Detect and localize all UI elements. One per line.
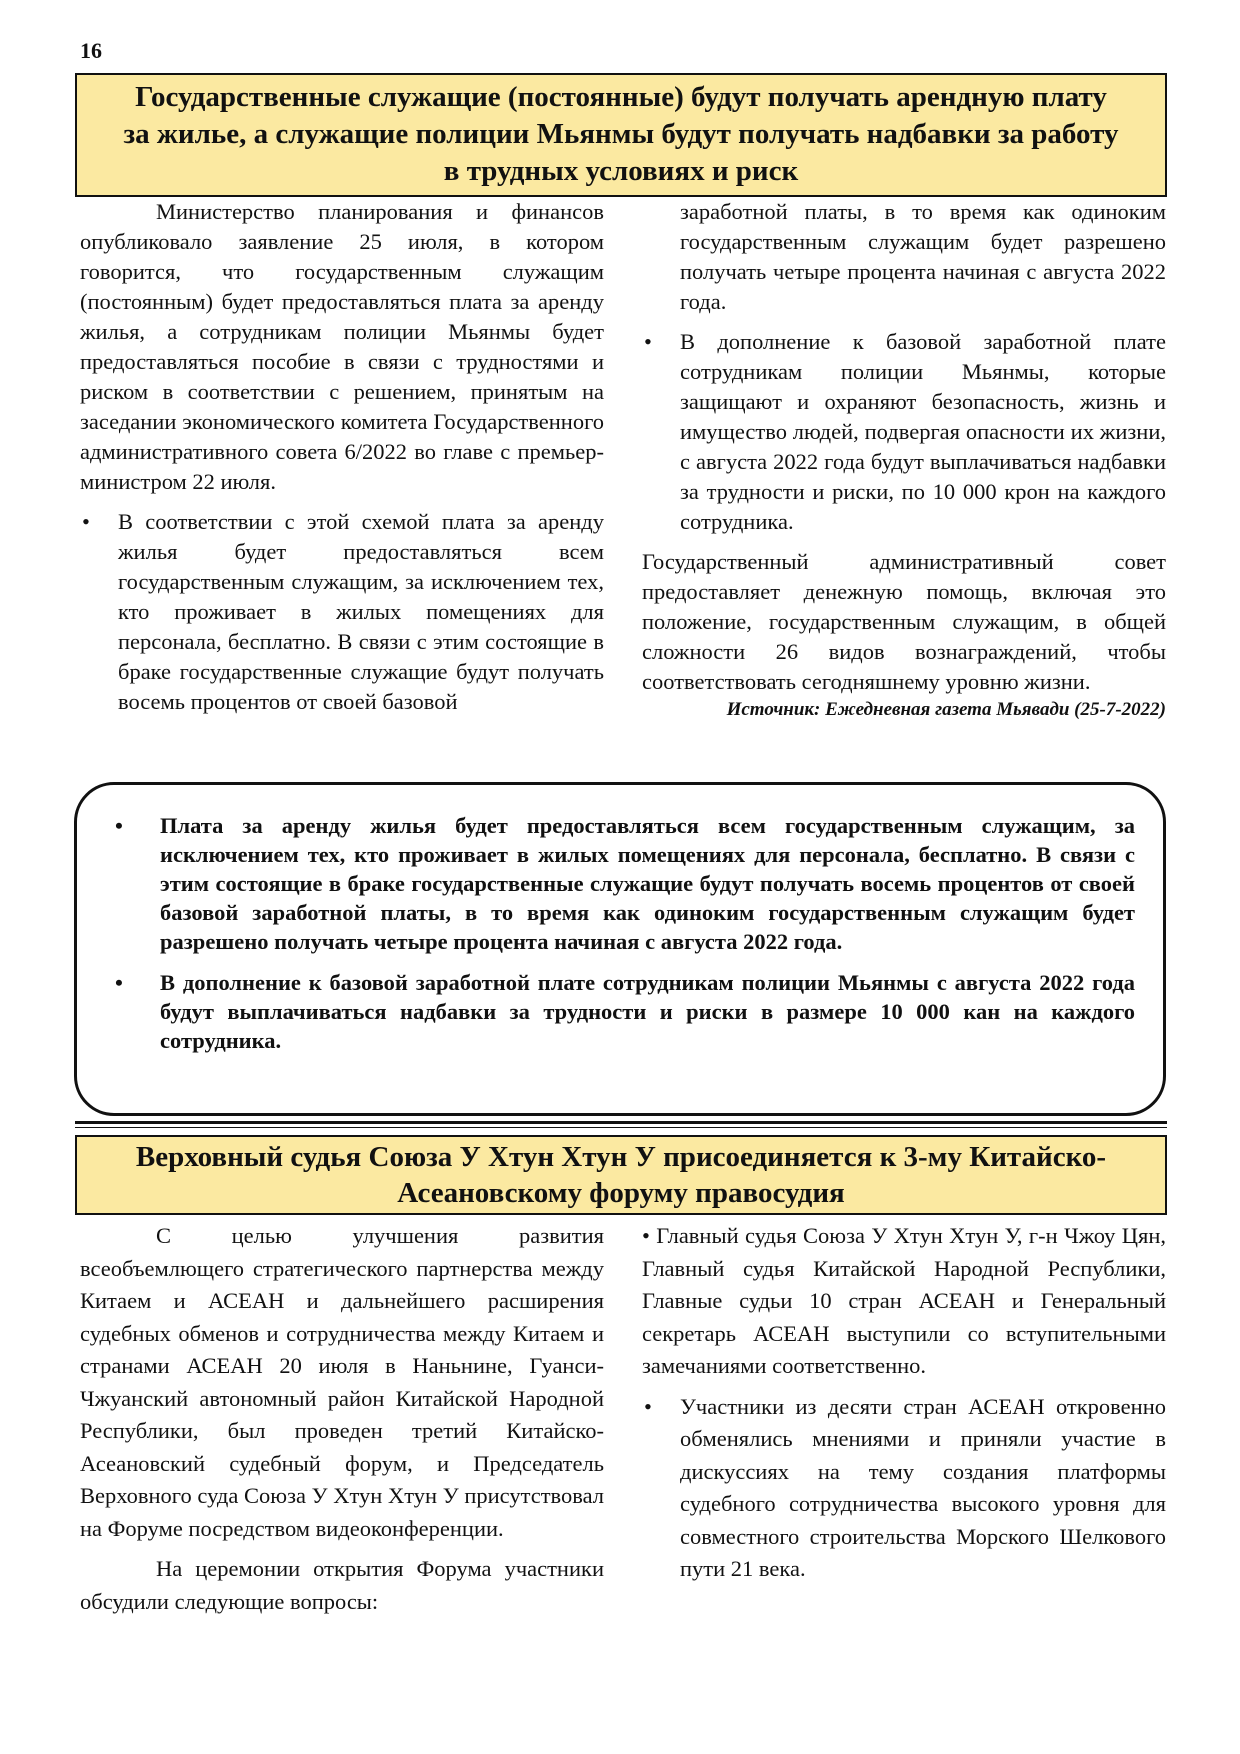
article1-bullet-2 [642,327,1166,537]
article2-bullet [642,1391,1166,1586]
page-number: 16 [80,38,102,63]
section-divider-thin [75,1127,1167,1128]
article2-bullet-text: Участники из десяти стран АСЕАН откровенно обменялись мнениями и приняли участие в дискуссиях на тему создания платформы судебного сотрудничества высокого уровня для совместного строительства Морского Шелкового пути 21 века. [680,1393,1166,1581]
article1-source: Источник: Ежедневная газета Мьявади (25-7-2022) [726,699,1166,720]
article2-headline [75,1135,1167,1215]
bullet-icon: • [82,509,90,534]
callout-bullet-1 [105,811,1135,956]
article1-bullet-1-text: В соответствии с этой схемой плата за аренду жилья будет предоставляться всем государственным служащим, за исключением тех, кто проживает в жилых помещениях для персонала, бесплатно. В связи с этим состоящие в браке государственные служащие будут получать восемь процентов от своей базовой [118,509,604,714]
article2-paragraph-1: С целью улучшения развития всеобъемлющего стратегического партнерства между Китаем и АСЕАН и дальнейшего расширения судебных обменов и сотрудничества между Китаем и странами АСЕАН 20 июля в Наньнине, Гуанси-Чжуанский автономный район Китайской Народной Республики, был проведен третий Китайско-Асеановский судебный форум, и Председатель Верховного суда Союза У Хтун Хтун У присутствовал на Форуме посредством видеоконференции. [80,1223,604,1541]
callout-bullet-1-text: Плата за аренду жилья будет предоставляться всем государственным служащим, за исключением тех, кто проживает в жилых помещениях для персонала, бесплатно. В связи с этим состоящие в браке государственные служащие будут получать восемь процентов от своей базовой заработной платы, в то время как одиноким государственным служащим будет разрешено получать четыре процента начиная с августа 2022 года. [160,813,1135,954]
bullet-icon: • [644,329,652,354]
article1-closing-paragraph: Государственный административный совет предоставляет денежную помощь, включая это положение, государственным служащим, в общей сложности 26 видов вознаграждений, чтобы соответствовать сегодняшнему уровню жизни. [642,549,1166,694]
article2-headline-line: Верховный судья Союза У Хтун Хтун У присоединяется к 3-му Китайско- [135,1141,1107,1173]
article1-headline [75,73,1167,197]
summary-callout-box [74,782,1166,1116]
article1-bullet-1-continued [642,197,1166,317]
bullet-icon: • [115,813,123,838]
callout-bullet-2-text: В дополнение к базовой заработной плате сотрудникам полиции Мьянмы с августа 2022 года будут выплачиваться надбавки за трудности и риски в размере 10 000 кан на каждого сотрудника. [160,970,1135,1053]
article1-intro-paragraph: Министерство планирования и финансов опубликовало заявление 25 июля, в котором говорится, что государственным служащим (постоянным) будет предоставляться плата за аренду жилья, а сотрудникам полиции Мьянмы будет предоставляться пособие в связи с трудностями и риском в соответствии с решением, принятым на заседании экономического комитета Государственного административного совета 6/2022 во главе с премьер-министром 22 июля. [80,199,604,494]
article2-paragraph-2: На церемонии открытия Форума участники обсудили следующие вопросы: [80,1556,604,1614]
article1-left-column [80,197,604,717]
article2-headline-line: Асеановскому форуму правосудия [397,1177,845,1209]
article1-bullet-1 [80,507,604,717]
article1-headline-line: за жилье, а служащие полиции Мьянмы будут получать надбавки за работу [123,118,1119,150]
article1-headline-line: в трудных условиях и риск [443,155,799,187]
bullet-icon: • [115,970,123,995]
callout-bullet-2 [105,968,1135,1055]
section-divider [75,1121,1167,1124]
article1-right-column [642,197,1166,723]
article1-headline-line: Государственные служащие (постоянные) будут получать арендную плату [135,81,1107,113]
bullet-icon: • [644,1393,652,1419]
article2-left-column [80,1220,604,1618]
article2-right-column [642,1220,1166,1586]
article1-bullet-1-continued-text: заработной платы, в то время как одиноким государственным служащим будет разрешено получать четыре процента начиная с августа 2022 года. [680,199,1166,314]
article1-bullet-2-text: В дополнение к базовой заработной плате сотрудникам полиции Мьянмы, которые защищают и охраняют безопасность, жизнь и имущество людей, подвергая опасности их жизни, с августа 2022 года будут выплачиваться надбавки за трудности и риски, по 10 000 крон на каждого сотрудника. [680,329,1166,534]
article2-right-paragraph: • Главный судья Союза У Хтун Хтун У, г-н Чжоу Цян, Главный судья Китайской Народной Республики, Главные судьи 10 стран АСЕАН и Генеральный секретарь АСЕАН выступили со вступительными замечаниями соответственно. [642,1223,1166,1378]
